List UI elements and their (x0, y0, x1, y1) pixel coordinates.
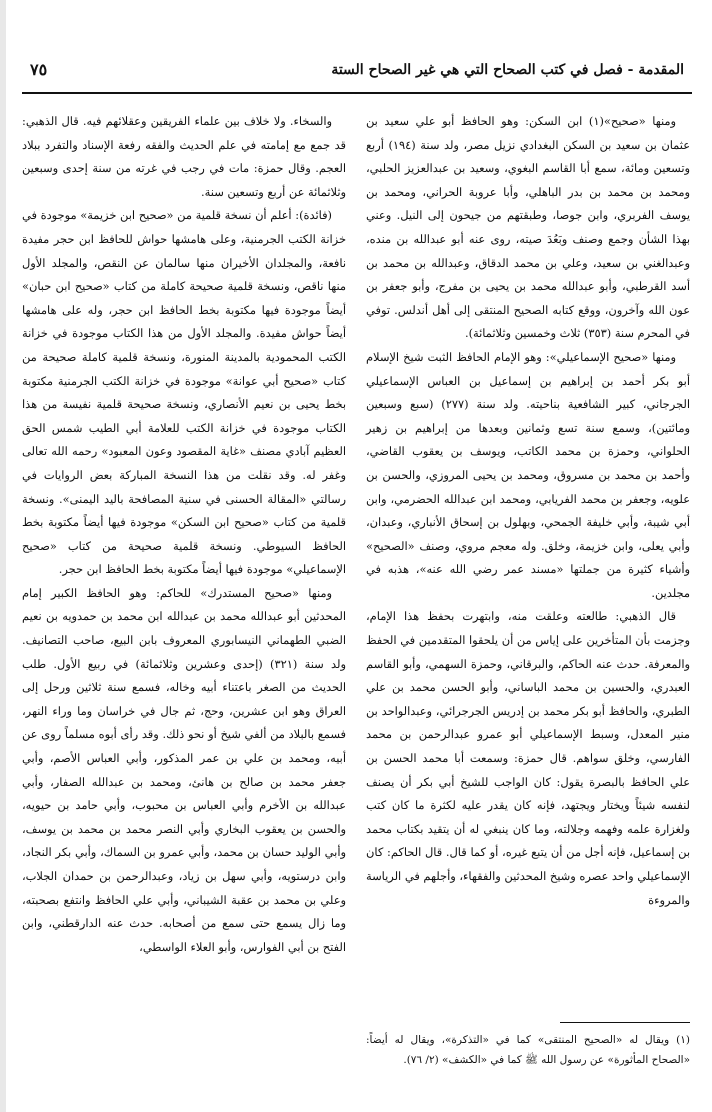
scan-edge-shadow (0, 0, 6, 1112)
left-column (22, 110, 346, 959)
page-header (22, 52, 692, 94)
running-title: المقدمة - فصل في كتب الصحاح التي هي غير الصحاح الستة (331, 62, 684, 78)
paragraph-hakim-mustadrak: ومنها «صحيح المستدرك» للحاكم: وهو الحافظ الكبير إمام المحدثين أبو عبدالله محمد بن عبدالله ابن محمد بن حمدويه بن نعيم الضبي الطهماني النيسابوري المعروف بابن البيع، صاحب التصانيف. ولد سنة (٣٢١) (إحدى وعشرين وثلاثمائة) في ربيع الأول. طلب الحديث من الصغر باعتناء أبيه وخاله، فسمع سنة ثلاثين ورحل إلى العراق وهو ابن عشرين، وحج، ثم جال في خراسان وما وراء النهر، فسمع بالبلاد من ألفي شيخ أو نحو ذلك. وقد رأى أبوه مسلماً روى عن أبيه، ومحمد بن علي بن عمر المذكور، وأبي العباس الأصم، وأبي جعفر محمد بن صالح بن هانئ، ومحمد بن عبدالله الصفار، وأبي عبدالله بن الأخرم وأبي العباس بن محبوب، وأبي حامد بن حيويه، والحسن بن يعقوب البخاري وأبي النصر محمد بن محمد بن يوسف، وأبي الوليد حسان بن محمد، وأبي عمرو بن السماك، وأبي بكر النجاد، وابن درستويه، وأبي سهل بن زياد، وعبدالرحمن بن حمدان الجلاب، وعلي بن محمد بن عقبة الشيباني، وأبي علي الحافظ وانتفع بصحبته، وما زال يسمع حتى سمع من أصحابه. حدث عنه الدارقطني، وابن الفتح بن أبي الفوارس، وأبو العلاء الواسطي، (22, 585, 346, 954)
paragraph-dhahabi-quote: قال الذهبي: طالعته وعلقت منه، وابتهرت بحفظ هذا الإمام، وجزمت بأن المتأخرين على إياس من أن يلحقوا المتقدمين في الحفظ والمعرفة. حدث عنه الحاكم، والبرقاني، وحمزة السهمي، وأبو القاسم العبدري، والحسين بن محمد الباساني، وأبو الحسن محمد بن علي الطبري، والحافظ أبو بكر محمد بن إدريس الجرجرائي، وعبدالواحد بن منير المعدل، وسبط الإسماعيلي أبو عمرو عبدالرحمن بن محمد الفارسي، وخلق سواهم. قال حمزة: وسمعت أبا محمد الحسن بن علي الحافظ بالبصرة يقول: كان الواجب للشيخ أبي بكر أن يصنف لنفسه شيئاً ويختار ويجتهد، فإنه كان يقدر عليه لكثرة ما كان كتب ولغزارة علمه وفهمه وجلالته، وما كان ينبغي له أن يتقيد بكتاب محمد بن إسماعيل، فإنه أجل من أن يتبع غيره، أو كما قال. قال الحاكم: كان الإسماعيلي واحد عصره وشيخ المحدثين والفقهاء، وأجلهم في الرياسة والمروءة (366, 609, 690, 907)
right-column (366, 110, 690, 912)
footnote-separator (560, 1022, 690, 1023)
paragraph-continuation: والسخاء. ولا خلاف بين علماء الفريقين وعقلائهم فيه. قال الذهبي: قد جمع مع إمامته في علم الحديث والفقه رفعة الإسناد والتفرد ببلاد العجم. وقال حمزة: مات في رجب في غرته من سنة إحدى وسبعين وثلاثمائة عن أربع وتسعين سنة. (22, 114, 346, 199)
paragraph-ibn-al-sakan: ومنها «صحيح»(١) ابن السكن: وهو الحافظ أبو علي سعيد بن عثمان بن سعيد بن السكن البغدادي نزيل مصر، ولد سنة (١٩٤) أربع وتسعين ومائة، سمع أبا القاسم البغوي، وسعيد بن عبدالعزيز الحلبي، ومحمد بن محمد بن بدر الباهلي، وأبا عروبة الحراني، ومحمد بن يوسف الفربري، وابن جوصا، وطبقتهم من جيحون إلى النيل. وعني بهذا الشأن وجمع وصنف وبَعُدَ صيته، روى عنه أبو عبدالله بن منده، وعبدالغني بن سعيد، وعلي بن محمد الدقاق، وعبدالله بن محمد بن أسد القرطبي، وأبو عبدالله محمد بن يحيى بن مفرج، وأبو جعفر بن عون الله وآخرون، ووقع كتابه الصحيح المنتقى إلى أهل أندلس. توفي في المحرم سنة (٣٥٣) ثلاث وخمسين وثلاثمائة). (366, 114, 690, 341)
footnote: (١) ويقال له «الصحيح المنتقى» كما في «التذكرة»، ويقال له أيضاً: «الصحاح المأثورة» عن رسول الله ﷺ كما في «الكشف» (٢/ ٧٦). (366, 1034, 690, 1066)
paragraph-manuscripts-note: (فائدة): أعلم أن نسخة قلمية من «صحيح ابن خزيمة» موجودة في خزانة الكتب الجرمنية، وعلى هامشها حواش للحافظ ابن حجر مفيدة نافعة، والمجلدان الأخيران منها سالمان عن النقص، والمجلد الأول منها ناقص، ونسخة قلمية صحيحة كاملة من كتاب «صحيح ابن حبان» أيضاً موجودة فيها مكتوبة بخط الحافظ ابن حجر، وله على هامشها أيضاً حواش مفيدة. والمجلد الأول من هذا الكتاب موجودة في خزانة الكتب المحمودية بالمدينة المنورة، ونسخة قلمية كاملة صحيحة من كتاب «صحيح أبي عوانة» موجودة في خزانة الكتب الجرمنية مكتوبة بخط يحيى بن نعيم الأنصاري، ونسخة صحيحة قلمية نفيسة من هذا الكتاب موجودة في خزانة الكتب للعلامة أبي الطيب شمس الحق العظيم آبادي مصنف «غاية المقصود وعون المعبود» رحمه الله تعالى وغفر له. وقد نقلت من هذا النسخة المباركة بعض الروايات في رسالتي «المقالة الحسنى في سنية المصافحة باليد اليمنى». ونسخة قلمية من كتاب «صحيح ابن السكن» موجودة فيها أيضاً مكتوبة بخط الحافظ السيوطي. ونسخة قلمية صحيحة من كتاب «صحيح الإسماعيلي» موجودة فيها أيضاً مكتوبة بخط الحافظ ابن حجر. (22, 208, 346, 577)
paragraph-ismaili: ومنها «صحيح الإسماعيلي»: وهو الإمام الحافظ الثبت شيخ الإسلام أبو بكر أحمد بن إبراهيم بن إسماعيل بن العباس الإسماعيلي الجرجاني، كبير الشافعية بناحيته. ولد سنة (٢٧٧) (سبع وسبعين ومائتين)، وسمع سنة تسع وثمانين وبعدها من إبراهيم بن زهير الحلواني، وحمزة بن محمد الكاتب، ويوسف بن يعقوب القاضي، وأحمد بن محمد بن مسروق، ومحمد بن يحيى المروزي، والحسن بن علويه، وجعفر بن محمد الفريابي، ومحمد ابن عبدالله الحضرمي، وابن أبي شيبة، وأبي خليفة الجمحي، وبهلول بن إسحاق الأنباري، وعبدان، وأبي يعلى، وابن خزيمة، وخلق. وله معجم مروي، وصنف «الصحيح» وأشياء كثيرة من جملتها «مسند عمر رضي الله عنه»، هذبه في مجلدين. (366, 349, 691, 600)
page-number: ٧٥ (30, 60, 48, 79)
